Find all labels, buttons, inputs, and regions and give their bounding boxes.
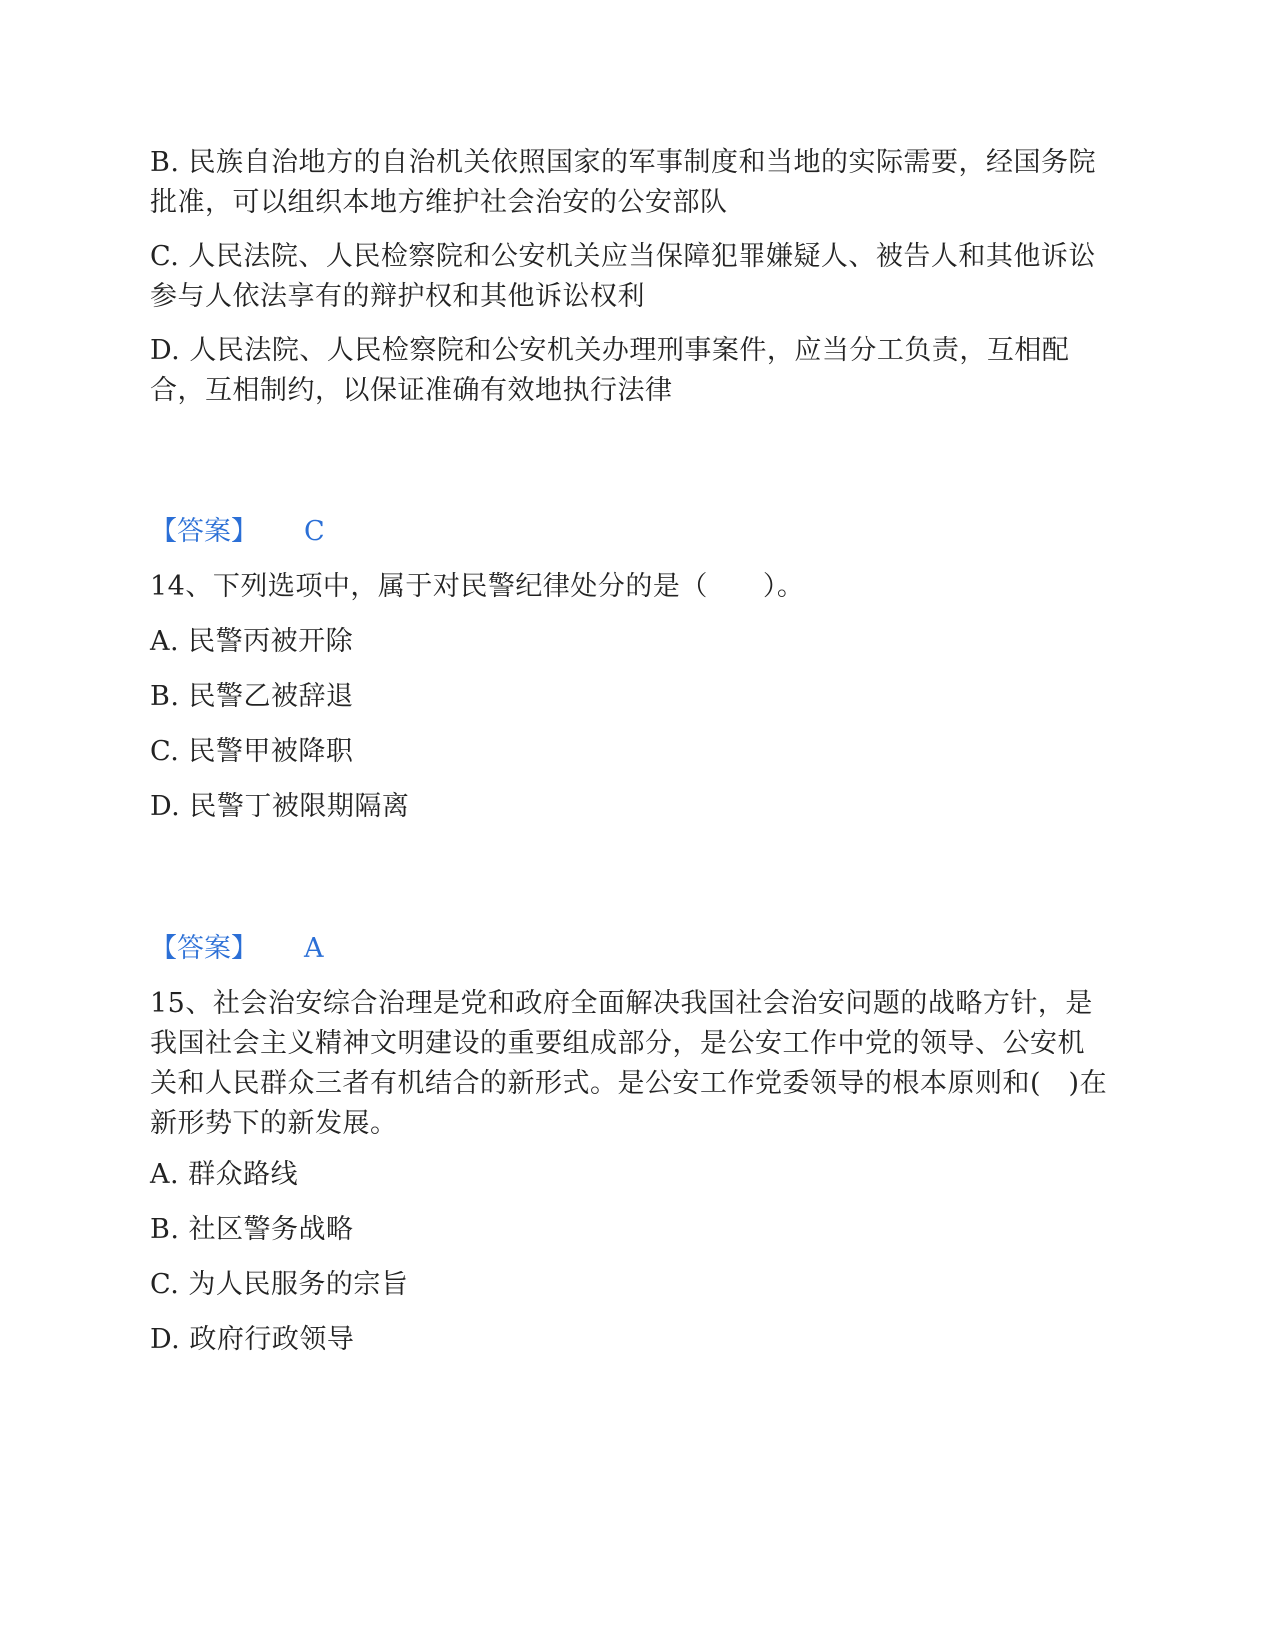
- q14-option-b: B. 民警乙被辞退: [150, 681, 354, 712]
- answer-value: A: [304, 933, 324, 964]
- answer-value: C: [304, 516, 325, 547]
- prev-option-c: C. 人民法院、人民检察院和公安机关应当保障犯罪嫌疑人、被告人和其他诉讼参与人依法享有的辩护权和其他诉讼权利: [150, 241, 1096, 312]
- q15-stem: 15、社会治安综合治理是党和政府全面解决我国社会治安问题的战略方针，是我国社会主义精神文明建设的重要组成部分，是公安工作中党的领导、公安机关和人民群众三者有机结合的新形式。是公安工作党委领导的根本原则和( )在新形势下的新发展。: [150, 988, 1108, 1139]
- q14-option-d: D. 民警丁被限期隔离: [150, 791, 410, 822]
- q14-stem: 14、下列选项中，属于对民警纪律处分的是（ ）。: [150, 571, 805, 602]
- answer-label: 【答案】: [150, 516, 258, 547]
- q15-option-d: D. 政府行政领导: [150, 1324, 355, 1355]
- q14-option-a: A. 民警丙被开除: [150, 626, 354, 657]
- prev-option-d: D. 人民法院、人民检察院和公安机关办理刑事案件，应当分工负责，互相配合，互相制约，以保证准确有效地执行法律: [150, 335, 1070, 406]
- q15-option-c: C. 为人民服务的宗旨: [150, 1269, 409, 1300]
- answer-label: 【答案】: [150, 933, 258, 964]
- q15-option-b: B. 社区警务战略: [150, 1214, 354, 1245]
- q15-option-a: A. 群众路线: [150, 1159, 299, 1190]
- prev-option-b: B. 民族自治地方的自治机关依照国家的军事制度和当地的实际需要，经国务院批准，可以组织本地方维护社会治安的公安部队: [150, 147, 1097, 218]
- q14-option-c: C. 民警甲被降职: [150, 736, 354, 767]
- prev-answer: [150, 512, 325, 552]
- q14-answer: [150, 929, 324, 969]
